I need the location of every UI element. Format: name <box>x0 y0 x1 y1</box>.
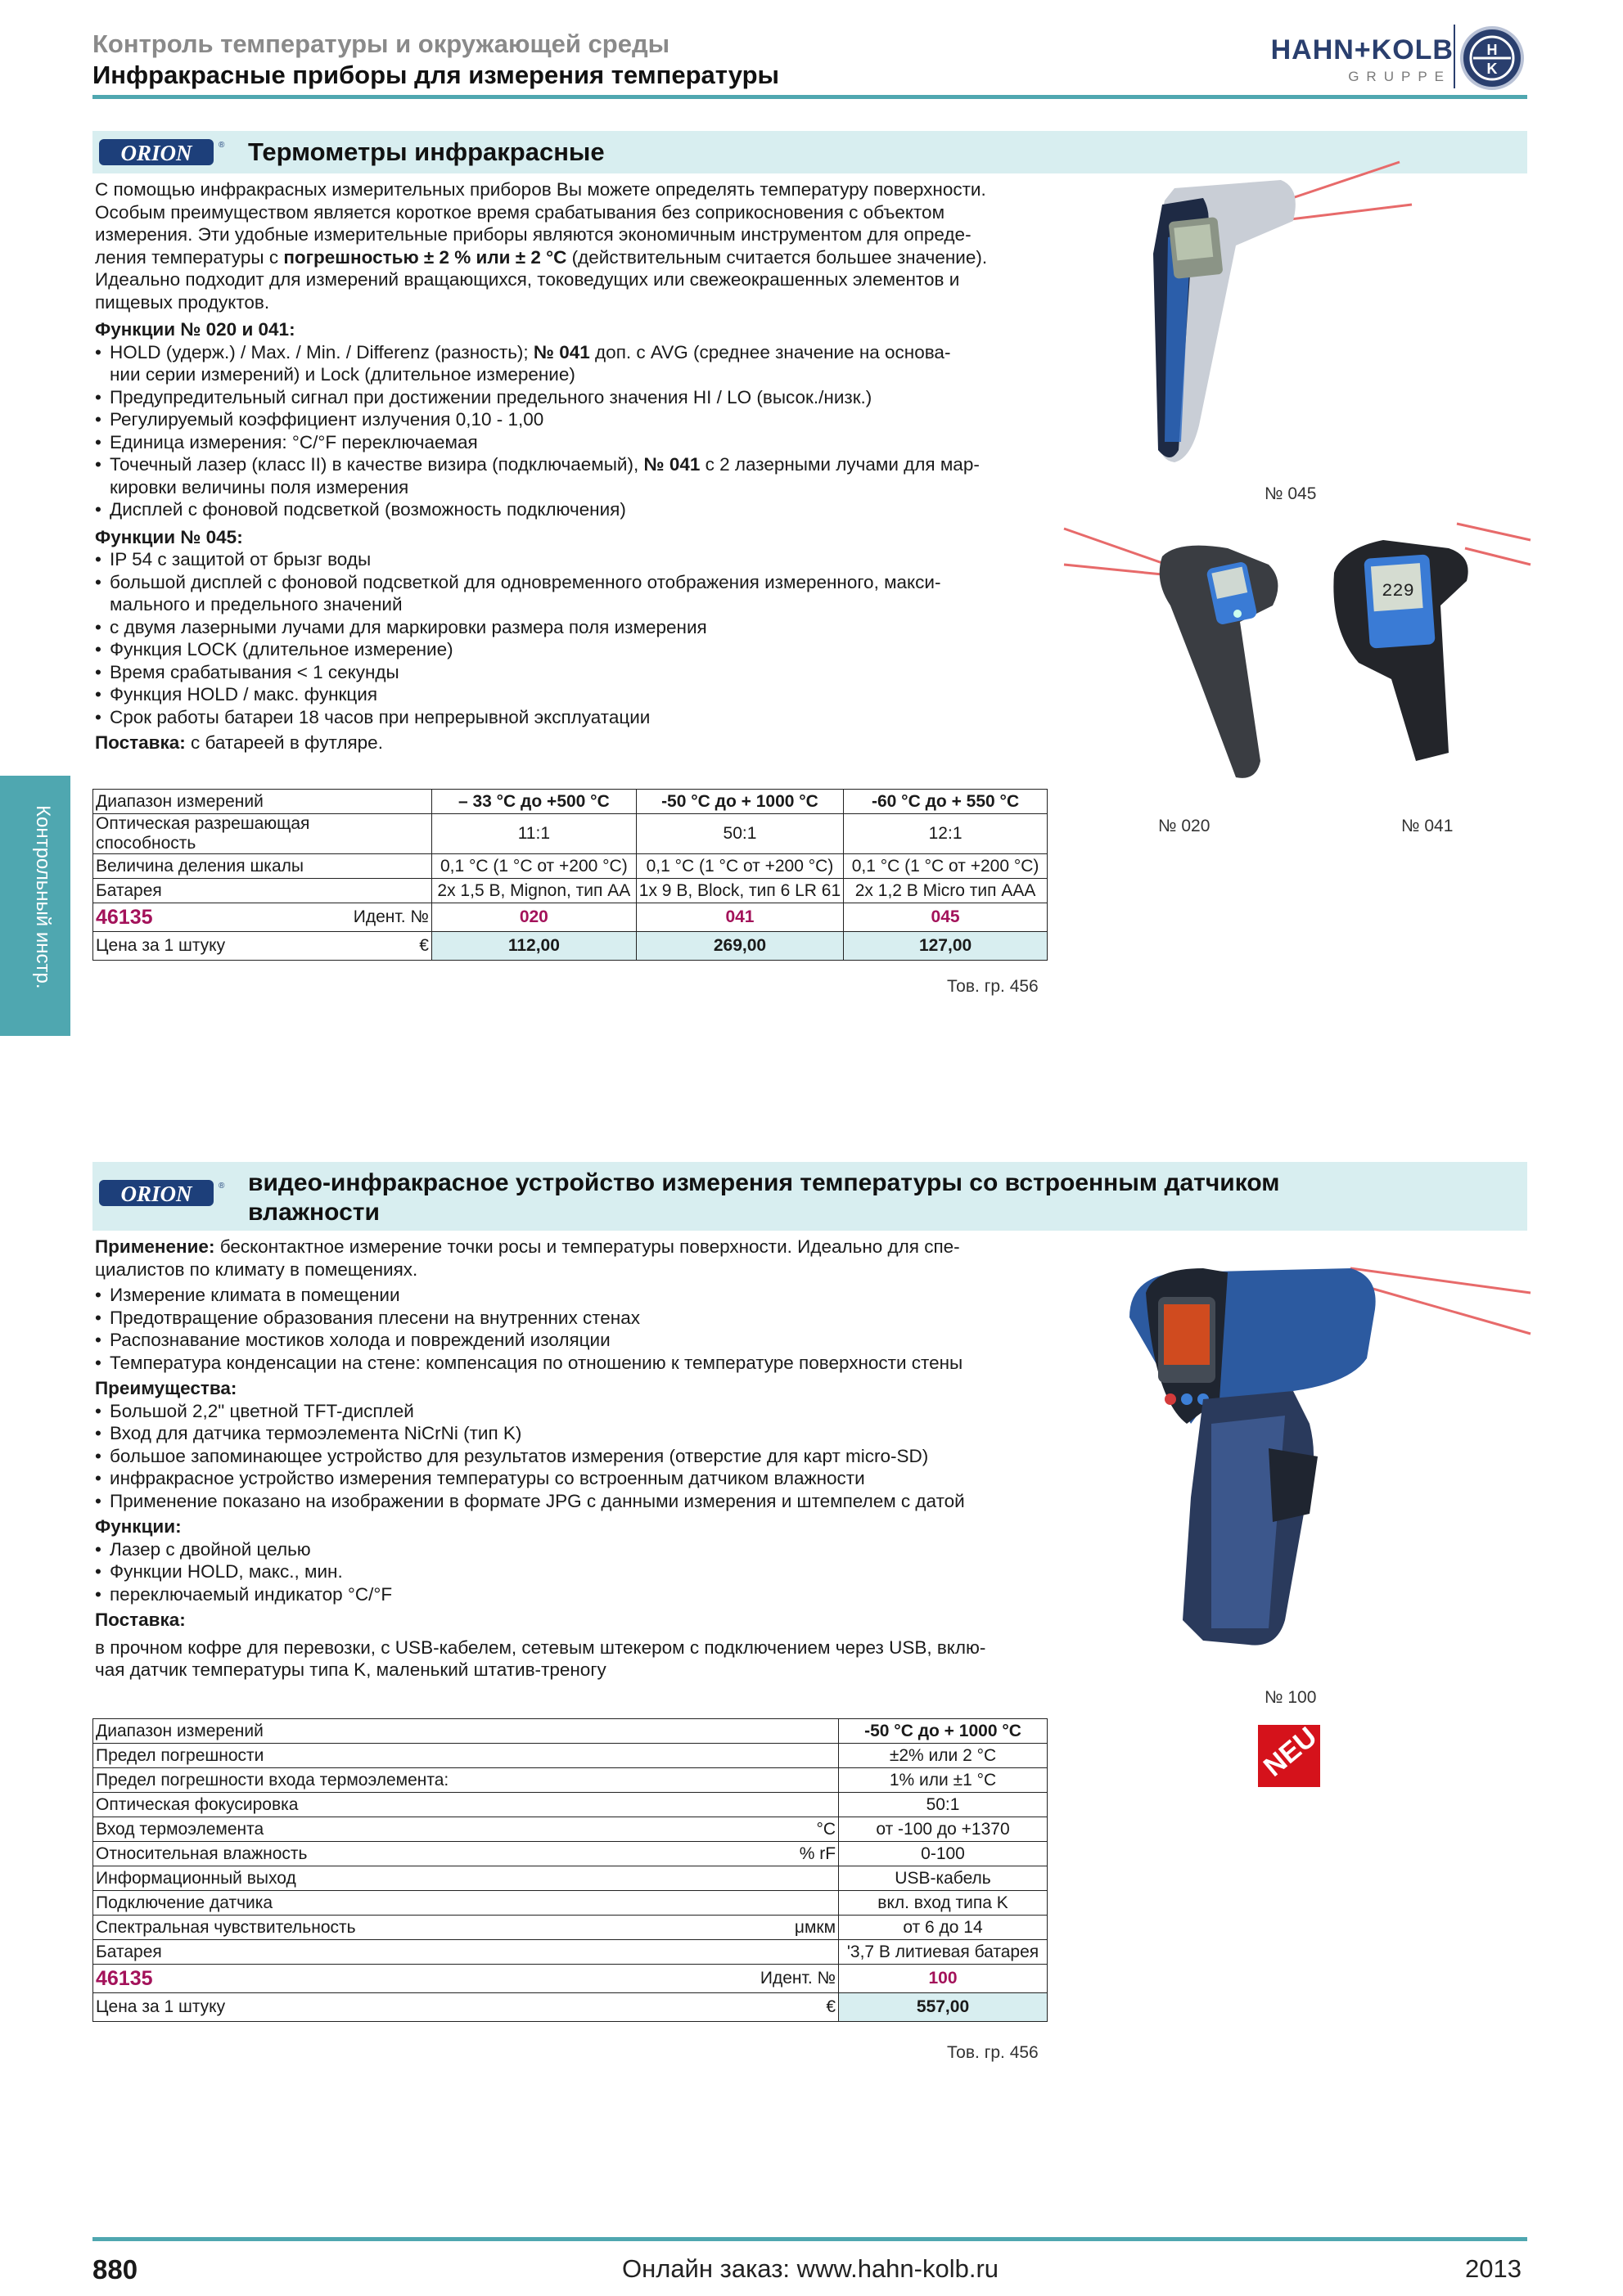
application-list <box>95 1284 1044 1374</box>
header-category: Контроль температуры и окружающей среды <box>92 29 670 58</box>
table-cell: -50 °C до + 1000 °C <box>839 1719 1048 1744</box>
table-cell: Предел погрешности входа термоэлемента: <box>93 1768 649 1793</box>
table-cell: Вход термоэлемента <box>93 1817 649 1842</box>
section1-title: Термометры инфракрасные <box>248 137 605 166</box>
price-020: 112,00 <box>431 932 636 961</box>
table-cell: Диапазон измерений <box>93 1719 649 1744</box>
section2-spec-table <box>92 1718 1048 2022</box>
intro-line: пищевых продуктов. <box>95 291 270 313</box>
table-row <box>93 1793 1048 1817</box>
table-cell: % rF <box>649 1842 839 1866</box>
functions-heading: Функции: <box>95 1516 182 1537</box>
list-item: • Предупредительный сигнал при достижении предельного значения HI / LO (высок./низк.) <box>95 386 1044 409</box>
list-item: • большой дисплей с фоновой подсветкой для одновременного отображения измеренного, макси- мального и предельного значений <box>95 571 1044 616</box>
list-item: • Дисплей с фоновой подсветкой (возможность подключения) <box>95 498 1044 521</box>
table-cell: '3,7 В литиевая батарея <box>839 1940 1048 1965</box>
list-item: • Распознавание мостиков холода и повреждений изоляции <box>95 1329 1044 1352</box>
section2-header <box>92 1162 1527 1231</box>
intro-line: Идеально подходит для измерений вращающихся, токоведущих или свежеокрашенных элементов и <box>95 269 960 290</box>
table-cell <box>649 1940 839 1965</box>
table-cell: Спектральная чувствительность <box>93 1916 649 1940</box>
new-badge <box>1257 1721 1323 1787</box>
table-cell: °C <box>649 1817 839 1842</box>
table-cell: 2x 1,5 В, Mignon, тип AA <box>431 879 636 903</box>
table-row <box>93 1842 1048 1866</box>
table-row <box>93 903 1048 932</box>
list-item: • Функция HOLD / макс. функция <box>95 683 1044 706</box>
list-item: • Время срабатывания < 1 секунды <box>95 661 1044 684</box>
list-item: • Измерение климата в помещении <box>95 1284 1044 1307</box>
section2-title: видео-инфракрасное устройство измерения температуры со встроенным датчиком влажности <box>248 1169 1280 1226</box>
intro-line: С помощью инфракрасных измерительных приборов Вы можете определять температуру поверхности. <box>95 179 986 200</box>
table-cell: USB-кабель <box>839 1866 1048 1891</box>
list-item: • Лазер с двойной целью <box>95 1538 1044 1561</box>
table-cell: Подключение датчика <box>93 1891 649 1916</box>
table-header-cell: – 33 °C до +500 °C <box>431 790 636 814</box>
list-item: • HOLD (удерж.) / Max. / Min. / Differenz (разность); № 041 доп. с AVG (среднее значение на основа- нии серии измерений) и Lock (длительное измерение) <box>95 341 1044 386</box>
list-item: • IP 54 с защитой от брызг воды <box>95 548 1044 571</box>
catalog-year: 2013 <box>1465 2254 1522 2283</box>
advantages-list <box>95 1400 1044 1513</box>
table-header-cell: -60 °C до + 550 °C <box>844 790 1048 814</box>
svg-text:®: ® <box>219 1182 225 1191</box>
table-row <box>93 879 1048 903</box>
article-number: 46135 <box>93 903 337 932</box>
table-cell: от -100 до +1370 <box>839 1817 1048 1842</box>
application-line: Применение: бесконтактное измерение точки росы и температуры поверхности. Идеально для спе- <box>95 1236 960 1257</box>
product-group: Тов. гр. 456 <box>947 977 1039 996</box>
table-cell: 12:1 <box>844 814 1048 854</box>
table-cell: ±2% или 2 °C <box>839 1744 1048 1768</box>
price-041: 269,00 <box>636 932 843 961</box>
order-link[interactable]: Онлайн заказ: www.hahn-kolb.ru <box>622 2254 999 2283</box>
orion-logo-icon <box>99 1177 223 1209</box>
thermometer-045-image <box>1068 155 1526 499</box>
table-header-cell: -50 °C до + 1000 °C <box>636 790 843 814</box>
table-cell: μмкм <box>649 1916 839 1940</box>
list-item: • Предотвращение образования плесени на внутренних стенах <box>95 1307 1044 1330</box>
table-cell: Предел погрешности <box>93 1744 649 1768</box>
functions-list <box>95 1538 1044 1606</box>
delivery-line: Поставка: с батареей в футляре. <box>95 732 383 753</box>
list-item: • Единица измерения: °C/°F переключаемая <box>95 431 1044 454</box>
id-100[interactable]: 100 <box>839 1965 1048 1993</box>
list-item: • Вход для датчика термоэлемента NiCrNi (тип K) <box>95 1422 1044 1445</box>
id-041[interactable]: 041 <box>636 903 843 932</box>
table-cell: 50:1 <box>636 814 843 854</box>
table-cell: от 6 до 14 <box>839 1916 1048 1940</box>
intro-line: Особым преимуществом является короткое время срабатывания без соприкосновения с объектом <box>95 201 945 223</box>
orion-logo-text: ORION <box>120 1182 192 1206</box>
table-cell: Относительная влажность <box>93 1842 649 1866</box>
table-row <box>93 1965 1048 1993</box>
accuracy-highlight: погрешностью ± 2 % или ± 2 °C <box>283 246 567 268</box>
list-item: • Срок работы батареи 18 часов при непрерывной эксплуатации <box>95 706 1044 729</box>
list-item: • Применение показано на изображении в формате JPG с данными измерения и штемпелем с датой <box>95 1490 1044 1513</box>
hahn-kolb-logo <box>1226 25 1529 90</box>
functions-a-list <box>95 341 1044 521</box>
caption-041: № 041 <box>1401 817 1454 835</box>
table-cell: Величина деления шкалы <box>93 854 432 879</box>
table-cell: Батарея <box>93 1940 649 1965</box>
functions-a-heading: Функции № 020 и 041: <box>95 319 295 340</box>
svg-text:229: 229 <box>1382 581 1414 601</box>
table-cell: 1% или ±1 °C <box>839 1768 1048 1793</box>
delivery-line: в прочном кофре для перевозки, с USB-кабелем, сетевым штекером с подключением через USB, вклю- <box>95 1636 986 1658</box>
table-cell: Батарея <box>93 879 432 903</box>
table-row <box>93 1916 1048 1940</box>
side-tab[interactable] <box>0 776 70 1036</box>
table-row <box>93 1891 1048 1916</box>
section1-spec-table <box>92 789 1048 961</box>
section1-body <box>95 178 1044 754</box>
list-item: • Функция LOCK (длительное измерение) <box>95 638 1044 661</box>
delivery-line: чая датчик температуры типа K, маленький штатив-треногу <box>95 1659 606 1680</box>
list-item: • с двумя лазерными лучами для маркировки размера поля измерения <box>95 616 1044 639</box>
table-row <box>93 1940 1048 1965</box>
header-rule <box>92 95 1527 99</box>
list-item: • Регулируемый коэффициент излучения 0,10 - 1,00 <box>95 408 1044 431</box>
functions-b-list <box>95 548 1044 728</box>
table-cell: 0,1 °C (1 °C от +200 °C) <box>431 854 636 879</box>
table-cell <box>649 1768 839 1793</box>
table-row <box>93 1768 1048 1793</box>
list-item: • инфракрасное устройство измерения температуры со встроенным датчиком влажности <box>95 1467 1044 1490</box>
table-cell: 0,1 °C (1 °C от +200 °C) <box>636 854 843 879</box>
footer-rule <box>92 2237 1527 2241</box>
table-row <box>93 854 1048 879</box>
table-cell: Информационный выход <box>93 1866 649 1891</box>
table-cell: 0-100 <box>839 1842 1048 1866</box>
price-label: Цена за 1 штуку <box>93 1993 649 2022</box>
intro-line: измерения. Эти удобные измерительные приборы являются экономичным инструментом для опреде- <box>95 224 972 245</box>
delivery-heading: Поставка: <box>95 1609 186 1630</box>
table-row <box>93 932 1048 961</box>
brand-main: HAHN+KOLB <box>1270 34 1454 65</box>
price-045: 127,00 <box>844 932 1048 961</box>
currency: € <box>337 932 432 961</box>
side-tab-label: Контрольный инстр. <box>32 805 54 989</box>
header-subcategory: Инфракрасные приборы для измерения температуры <box>92 61 779 89</box>
orion-logo-text: ORION <box>120 141 192 165</box>
id-020[interactable]: 020 <box>431 903 636 932</box>
currency: € <box>649 1993 839 2022</box>
table-cell: Оптическая фокусировка <box>93 1793 649 1817</box>
table-cell: вкл. вход типа K <box>839 1891 1048 1916</box>
list-item: • Большой 2,2" цветной TFT-дисплей <box>95 1400 1044 1423</box>
price-100: 557,00 <box>839 1993 1048 2022</box>
list-item: • Температура конденсации на стене: компенсация по отношению к температуре поверхности стены <box>95 1352 1044 1375</box>
brand-sub: GRUPPE <box>1348 69 1451 84</box>
page-number: 880 <box>92 2254 138 2285</box>
table-cell: 0,1 °C (1 °C от +200 °C) <box>844 854 1048 879</box>
svg-text:H: H <box>1486 42 1498 58</box>
new-badge-label: NEU <box>1257 1721 1323 1783</box>
article-number: 46135 <box>93 1965 649 1993</box>
advantages-heading: Преимущества: <box>95 1378 237 1398</box>
intro-line: ления температуры с погрешностью ± 2 % или ± 2 °C (действительным считается большее значение). <box>95 246 988 268</box>
list-item: • Функции HOLD, макс., мин. <box>95 1560 1044 1583</box>
table-row <box>93 1744 1048 1768</box>
table-cell <box>649 1793 839 1817</box>
table-header-cell: Диапазон измерений <box>93 790 432 814</box>
functions-b-heading: Функции № 045: <box>95 526 243 547</box>
id-045[interactable]: 045 <box>844 903 1048 932</box>
table-cell: 1x 9 В, Block, тип 6 LR 61 <box>636 879 843 903</box>
video-thermometer-100-image <box>1105 1236 1531 1669</box>
application-line: циалистов по климату в помещениях. <box>95 1258 418 1280</box>
price-label: Цена за 1 штуку <box>93 932 337 961</box>
orion-logo-icon <box>99 136 223 169</box>
table-row <box>93 1993 1048 2022</box>
table-row <box>93 790 1048 814</box>
id-label: Идент. № <box>337 903 432 932</box>
list-item: • Точечный лазер (класс II) в качестве визира (подключаемый), № 041 с 2 лазерными лучами для мар- кировки величины поля измерения <box>95 453 1044 498</box>
brand-emblem-icon <box>1460 26 1524 90</box>
table-cell <box>649 1744 839 1768</box>
table-cell <box>649 1866 839 1891</box>
table-row <box>93 1719 1048 1744</box>
list-item: • большое запоминающее устройство для результатов измерения (отверстие для карт micro-SD) <box>95 1445 1044 1468</box>
table-row <box>93 814 1048 854</box>
list-item: • переключаемый индикатор °C/°F <box>95 1583 1044 1606</box>
table-cell <box>649 1891 839 1916</box>
caption-045: № 045 <box>1265 484 1317 503</box>
caption-100: № 100 <box>1265 1688 1317 1707</box>
table-cell <box>649 1719 839 1744</box>
svg-text:K: K <box>1486 61 1498 77</box>
id-label: Идент. № <box>649 1965 839 1993</box>
logo-divider <box>1454 25 1455 88</box>
table-cell: 11:1 <box>431 814 636 854</box>
table-cell: 50:1 <box>839 1793 1048 1817</box>
thermometers-020-041-image <box>1064 515 1531 794</box>
caption-020: № 020 <box>1158 817 1210 835</box>
product-group: Тов. гр. 456 <box>947 2043 1039 2062</box>
section2-body <box>95 1236 1044 1681</box>
table-row <box>93 1866 1048 1891</box>
table-cell: 2x 1,2 В Micro тип AAA <box>844 879 1048 903</box>
table-row <box>93 1817 1048 1842</box>
table-cell: Оптическая разрешающая способность <box>93 814 432 854</box>
svg-text:®: ® <box>219 141 225 150</box>
